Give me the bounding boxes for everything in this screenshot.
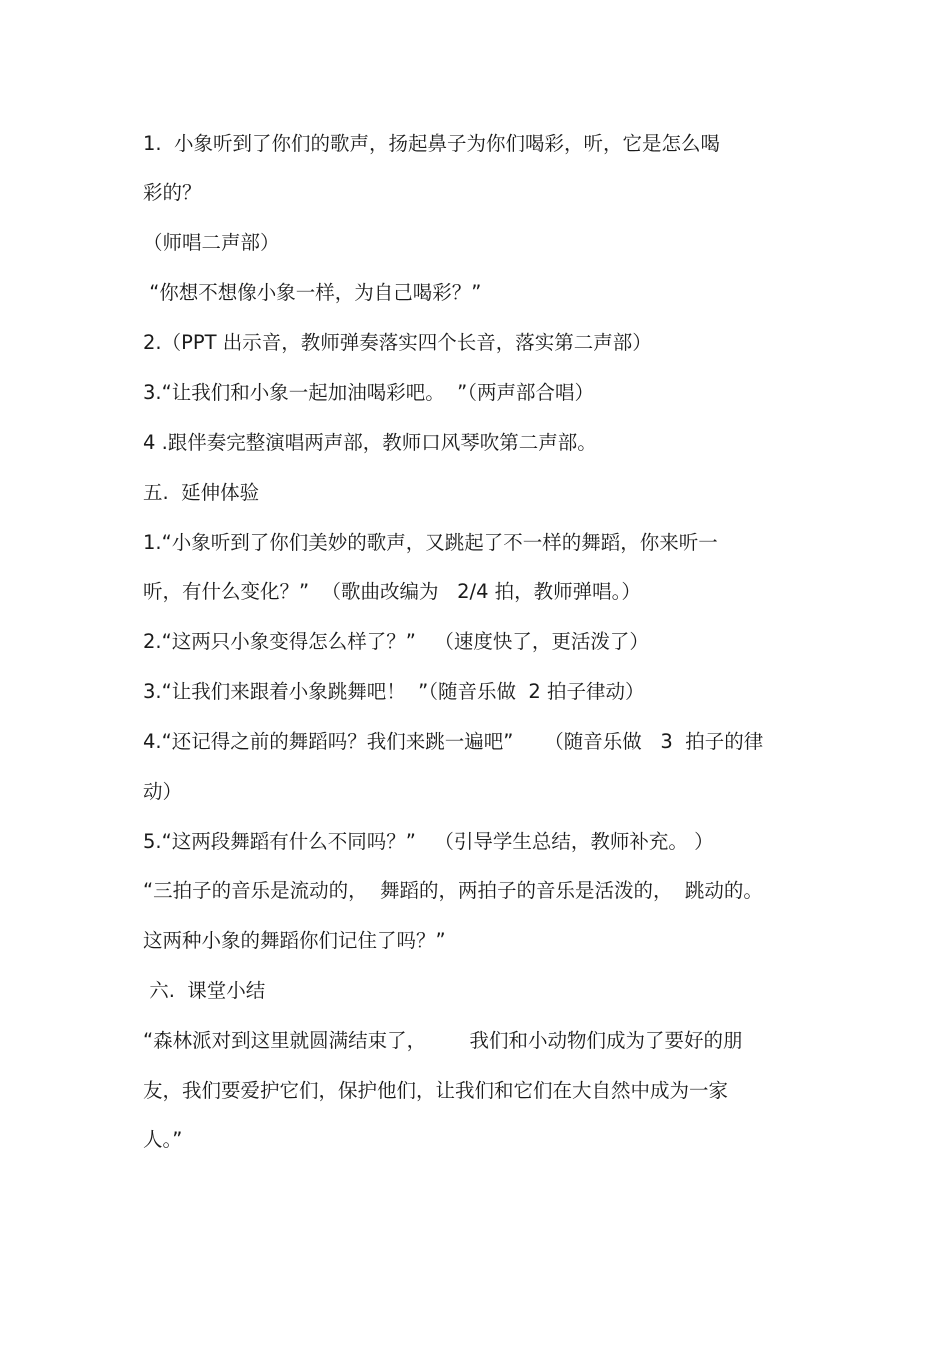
text-line: 友，我们要爱护它们，保护他们，让我们和它们在大自然中成为一家: [143, 1079, 729, 1102]
text-line: 3.“让我们和小象一起加油喝彩吧。 ”（两声部合唱）: [143, 381, 594, 404]
text-line: 4.“还记得之前的舞蹈吗？我们来跳一遍吧” （随音乐做 3 拍子的律: [143, 730, 764, 753]
text-line: 彩的？: [143, 181, 202, 204]
text-line: 1.“小象听到了你们美妙的歌声，又跳起了不一样的舞蹈，你来听一: [143, 531, 718, 554]
text-line: （师唱二声部）: [143, 231, 280, 254]
text-line: 动）: [143, 780, 183, 803]
text-line: “三拍子的音乐是流动的， 舞蹈的，两拍子的音乐是活泼的， 跳动的。: [143, 879, 763, 902]
section-heading: 六. 课堂小结: [143, 979, 266, 1002]
text-line: 3.“让我们来跟着小象跳舞吧！ ”（随音乐做 2 拍子律动）: [143, 680, 645, 703]
text-line: “你想不想像小象一样，为自己喝彩？”: [143, 281, 482, 304]
section-heading: 五. 延伸体验: [143, 481, 260, 504]
text-line: 1. 小象听到了你们的歌声，扬起鼻子为你们喝彩，听，它是怎么喝: [143, 132, 721, 155]
text-line: 听，有什么变化？” （歌曲改编为 2/4 拍，教师弹唱。）: [143, 580, 641, 603]
text-line: 5.“这两段舞蹈有什么不同吗？” （引导学生总结，教师补充。 ）: [143, 830, 714, 853]
text-line: 4 .跟伴奏完整演唱两声部，教师口风琴吹第二声部。: [143, 431, 597, 454]
text-line: 人。”: [143, 1128, 183, 1151]
text-line: 2.（PPT 出示音，教师弹奏落实四个长音，落实第二声部）: [143, 331, 652, 354]
text-line: 2.“这两只小象变得怎么样了？” （速度快了，更活泼了）: [143, 630, 649, 653]
text-line: “森林派对到这里就圆满结束了， 我们和小动物们成为了要好的朋: [143, 1029, 743, 1052]
text-line: 这两种小象的舞蹈你们记住了吗？”: [143, 929, 446, 952]
